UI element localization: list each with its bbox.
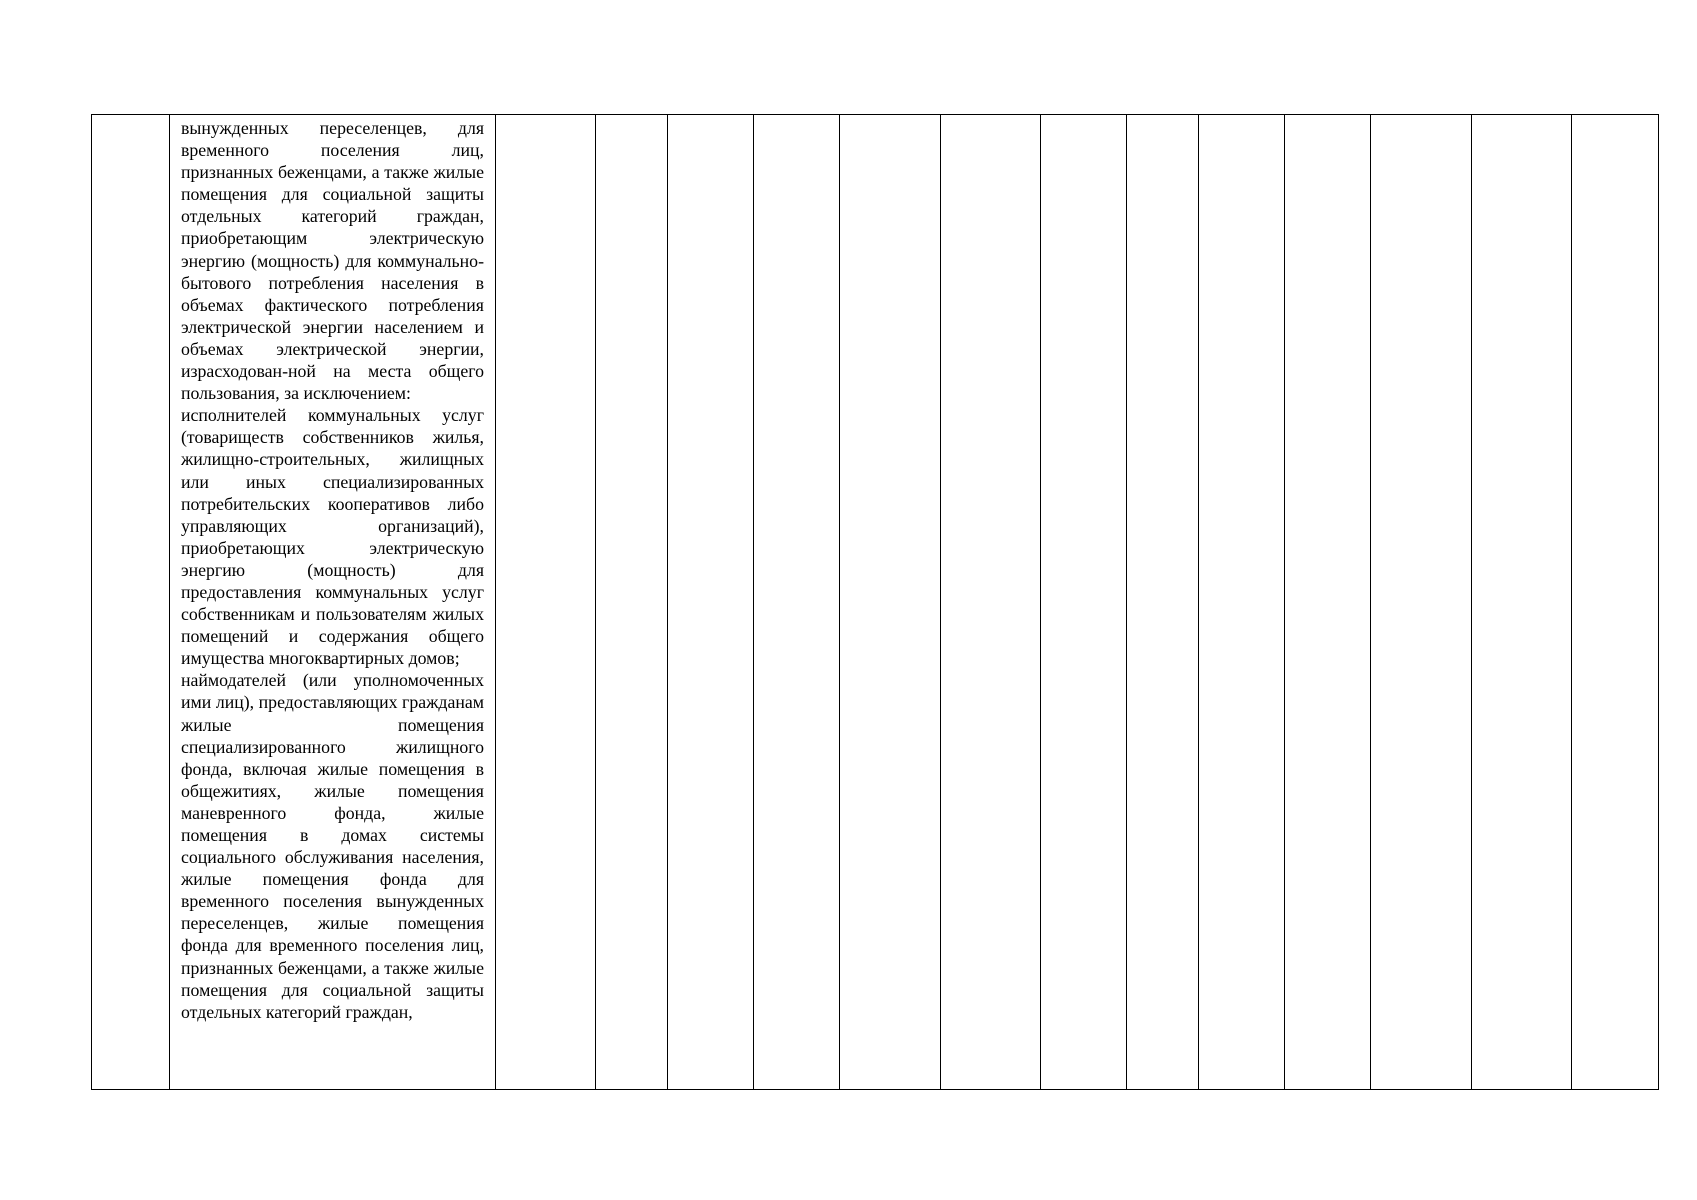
table-cell-empty (1371, 115, 1472, 1090)
table-cell-empty (1127, 115, 1199, 1090)
table-cell-empty (1041, 115, 1127, 1090)
description-paragraph-3: наймодателей (или уполномоченных ими лиц), предоставляющих гражданам жилые помещения специализированного жилищного фонда, включая жилые помещения в общежитиях, жилые помещения маневренного фонда, жилые помещения в домах системы социального обслуживания населения, жилые помещения фонда для временного поселения вынужденных переселенцев, жилые помещения фонда для временного поселения лиц, признанных беженцами, а также жилые помещения для социальной защиты отдельных категорий граждан, (181, 670, 484, 1022)
table-cell-empty (668, 115, 754, 1090)
description-paragraph-1: вынужденных переселенцев, для временного поселения лиц, признанных беженцами, а также жилые помещения для социальной защиты отдельных категорий граждан, приобретающим электрическую энергию (мощность) для коммунально-бытового потребления населения в объемах фактического потребления электрической энергии населением и объемах электрической энергии, израсходован-ной на места общего пользования, за исключением: (181, 118, 484, 404)
table-cell-empty (840, 115, 941, 1090)
table-cell-empty (754, 115, 840, 1090)
table-cell-empty (1285, 115, 1371, 1090)
description-paragraph-2: исполнителей коммунальных услуг (товариществ собственников жилья, жилищно-строительных, жилищных или иных специализированных потребительских кооперативов либо управляющих организаций), приобретающих электрическую энергию (мощность) для предоставления коммунальных услуг собственникам и пользователям жилых помещений и содержания общего имущества многоквартирных домов; (181, 405, 484, 669)
table-cell-number (92, 115, 170, 1090)
document-table (91, 114, 1659, 1090)
table-cell-empty (496, 115, 596, 1090)
table-row (92, 115, 1659, 1090)
table-cell-empty (596, 115, 668, 1090)
table-cell-empty (941, 115, 1041, 1090)
table-cell-empty (1472, 115, 1572, 1090)
table-cell-description (170, 115, 496, 1090)
table-cell-empty (1572, 115, 1659, 1090)
table-cell-empty (1199, 115, 1285, 1090)
